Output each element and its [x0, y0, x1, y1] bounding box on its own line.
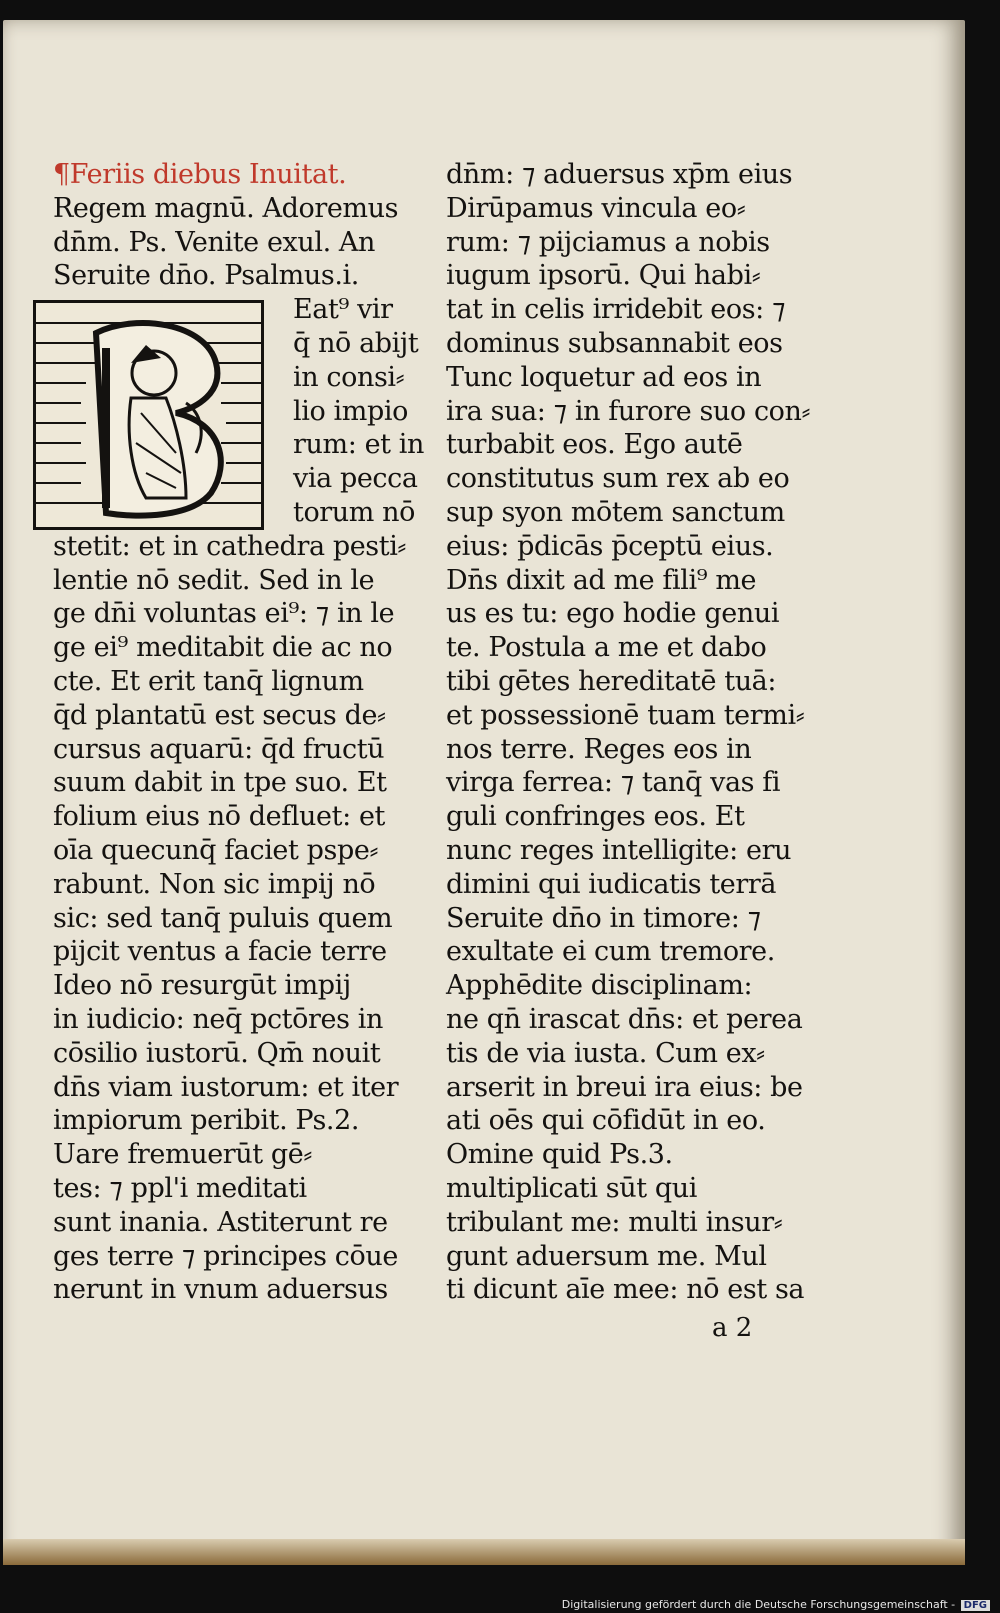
line-text: q̄ nō abijt: [293, 327, 419, 359]
text-line: [53, 564, 423, 598]
text-line: [446, 1172, 816, 1206]
line-text: q̄d plantatū est secus de⸗: [53, 699, 386, 731]
line-text: oīa quecunq̄ faciet pspe⸗: [53, 834, 379, 866]
line-text: us es tu: ego hodie genui: [446, 598, 780, 630]
text-line: [53, 834, 423, 868]
text-line: [53, 1273, 423, 1307]
text-line: [53, 496, 423, 530]
text-line: [53, 733, 423, 767]
line-text: tribulant me: multi insur⸗: [446, 1206, 783, 1238]
text-line: [53, 1206, 423, 1240]
text-line: [446, 800, 816, 834]
line-text: Uare fremuerūt gē⸗: [53, 1139, 312, 1171]
text-line: [446, 597, 816, 631]
line-text: guli confringes eos. Et: [446, 801, 745, 833]
line-text: nunc reges intelligite: eru: [446, 834, 792, 866]
text-line: [53, 597, 423, 631]
text-line: [446, 496, 816, 530]
line-text: suum dabit in tpe suo. Et: [53, 767, 387, 799]
text-line: [53, 1104, 423, 1138]
text-line: [53, 192, 423, 226]
line-text: dn̄m. Ps. Venite exul. An: [53, 226, 376, 258]
text-line: [446, 1273, 816, 1307]
line-text: turbabit eos. Ego autē: [446, 429, 743, 461]
line-text: tat in celis irridebit eos: ⁊: [446, 294, 786, 326]
line-text: ne qn̄ irascat dn̄s: et perea: [446, 1003, 803, 1035]
line-text: et possessionē tuam termi⸗: [446, 699, 805, 731]
text-line: [446, 733, 816, 767]
line-text: ti dicunt aīe mee: nō est sa: [446, 1274, 805, 1306]
text-line: [53, 428, 423, 462]
right-column: [446, 158, 816, 1307]
line-text: dominus subsannabit eos: [446, 327, 783, 359]
text-line: [53, 259, 423, 293]
text-line: [53, 293, 423, 327]
text-line: [446, 1138, 816, 1172]
credit-text: Digitalisierung gefördert durch die Deutsche Forschungsgemeinschaft -: [561, 1598, 956, 1611]
line-text: tibi gētes hereditatē tuā:: [446, 665, 777, 697]
line-text: Seruite dn̄o. Psalmus.i.: [53, 260, 359, 292]
line-text: tis de via iusta. Cum ex⸗: [446, 1037, 765, 1069]
line-text: ati oēs qui cōfidūt in eo.: [446, 1105, 766, 1137]
left-column: [53, 158, 423, 1307]
text-line: [446, 226, 816, 260]
line-text: Regem magnū. Adoremus: [53, 192, 399, 224]
text-line: [53, 395, 423, 429]
text-line: [446, 935, 816, 969]
line-text: cursus aquarū: q̄d fructū: [53, 733, 385, 765]
text-line: [446, 868, 816, 902]
line-text: dimini qui iudicatis terrā: [446, 868, 777, 900]
text-line: [446, 766, 816, 800]
text-line: [53, 462, 423, 496]
line-text: Seruite dn̄o in timore: ⁊: [446, 902, 761, 934]
dfg-logo: DFG: [961, 1600, 990, 1611]
text-line: [446, 1003, 816, 1037]
line-text: Tunc loquetur ad eos in: [446, 361, 762, 393]
line-text: nos terre. Reges eos in: [446, 733, 752, 765]
line-text: ges terre ⁊ principes cōue: [53, 1240, 398, 1272]
text-line: [53, 1138, 423, 1172]
text-line: [53, 1240, 423, 1274]
book-page: [3, 20, 965, 1565]
line-text: torum nō: [293, 496, 416, 528]
line-text: rabunt. Non sic impij nō: [53, 868, 376, 900]
text-line: [446, 1104, 816, 1138]
text-line: [446, 462, 816, 496]
text-line: [446, 969, 816, 1003]
line-text: ¶Feriis diebus Inuitat.: [53, 159, 347, 190]
line-text: nerunt in vnum aduersus: [53, 1274, 388, 1306]
line-text: tes: ⁊ ppl'i meditati: [53, 1172, 307, 1204]
line-text: Apphēdite disciplinam:: [446, 970, 753, 1002]
text-line: [53, 868, 423, 902]
text-line: [446, 192, 816, 226]
line-text: folium eius nō defluet: et: [53, 801, 385, 833]
text-line: [446, 158, 816, 192]
line-text: impiorum peribit. Ps.2.: [53, 1105, 360, 1137]
text-line: [53, 327, 423, 361]
text-line: [446, 259, 816, 293]
text-line: [53, 1037, 423, 1071]
line-text: constitutus sum rex ab eo: [446, 463, 790, 495]
line-text: ge ei⁹ meditabit die ac no: [53, 632, 393, 664]
text-line: [446, 1240, 816, 1274]
text-line: [53, 361, 423, 395]
line-text: ge dn̄i voluntas ei⁹: ⁊ in le: [53, 598, 395, 630]
line-text: lentie nō sedit. Sed in le: [53, 564, 375, 596]
line-text: rum: et in: [293, 429, 425, 461]
line-text: pijcit ventus a facie terre: [53, 936, 387, 968]
line-text: Dirūpamus vincula eo⸗: [446, 192, 746, 224]
line-text: via pecca: [293, 463, 418, 495]
digitization-credit: [562, 1598, 990, 1611]
text-line: [446, 902, 816, 936]
text-line: [53, 1003, 423, 1037]
text-line: [446, 530, 816, 564]
line-text: dn̄s viam iustorum: et iter: [53, 1071, 399, 1103]
text-line: [53, 530, 423, 564]
line-text: eius: p̄dicās p̄ceptū eius.: [446, 530, 774, 562]
text-line: [446, 1206, 816, 1240]
text-line: [446, 631, 816, 665]
line-text: stetit: et in cathedra pesti⸗: [53, 530, 407, 562]
text-line: [446, 564, 816, 598]
text-line: [446, 395, 816, 429]
line-text: exultate ei cum tremore.: [446, 936, 775, 968]
line-text: cōsilio iustorū. Qm̄ nouit: [53, 1037, 381, 1069]
text-line: [53, 766, 423, 800]
line-text: Ideo nō resurgūt impij: [53, 970, 351, 1002]
text-line: [446, 665, 816, 699]
text-line: [53, 631, 423, 665]
text-line: [446, 1037, 816, 1071]
line-text: rum: ⁊ pijciamus a nobis: [446, 226, 770, 258]
text-line: [53, 935, 423, 969]
text-line: [446, 428, 816, 462]
line-text: Omine quid Ps.3.: [446, 1139, 673, 1171]
text-line: [53, 665, 423, 699]
line-text: Eat⁹ vir: [293, 294, 393, 326]
line-text: in consi⸗: [293, 361, 405, 393]
line-text: in iudicio: neq̄ pctōres in: [53, 1003, 383, 1035]
text-line: [53, 158, 423, 192]
line-text: Dn̄s dixit ad me fili⁹ me: [446, 564, 757, 596]
text-line: [446, 293, 816, 327]
line-text: arserit in breui ira eius: be: [446, 1071, 803, 1103]
text-line: [446, 699, 816, 733]
text-line: [446, 361, 816, 395]
line-text: iugum ipsorū. Qui habi⸗: [446, 260, 761, 292]
text-line: [53, 1071, 423, 1105]
text-line: [53, 1172, 423, 1206]
line-text: multiplicati sūt qui: [446, 1172, 697, 1204]
text-line: [446, 834, 816, 868]
line-text: te. Postula a me et dabo: [446, 632, 767, 664]
line-text: lio impio: [293, 395, 408, 427]
text-line: [53, 969, 423, 1003]
text-line: [53, 699, 423, 733]
line-text: sup syon mōtem sanctum: [446, 496, 785, 528]
line-text: dn̄m: ⁊ aduersus xp̄m eius: [446, 159, 793, 190]
text-line: [446, 327, 816, 361]
line-text: sic: sed tanq̄ puluis quem: [53, 902, 393, 934]
line-text: ira sua: ⁊ in furore suo con⸗: [446, 395, 811, 427]
signature-mark: a 2: [712, 1313, 753, 1343]
line-text: sunt inania. Astiterunt re: [53, 1206, 388, 1238]
line-text: virga ferrea: ⁊ tanq̄ vas fi: [446, 767, 781, 799]
text-line: [53, 902, 423, 936]
line-text: gunt aduersum me. Mul: [446, 1240, 767, 1272]
text-line: [53, 226, 423, 260]
line-text: cte. Et erit tanq̄ lignum: [53, 665, 364, 697]
text-line: [446, 1071, 816, 1105]
text-line: [53, 800, 423, 834]
